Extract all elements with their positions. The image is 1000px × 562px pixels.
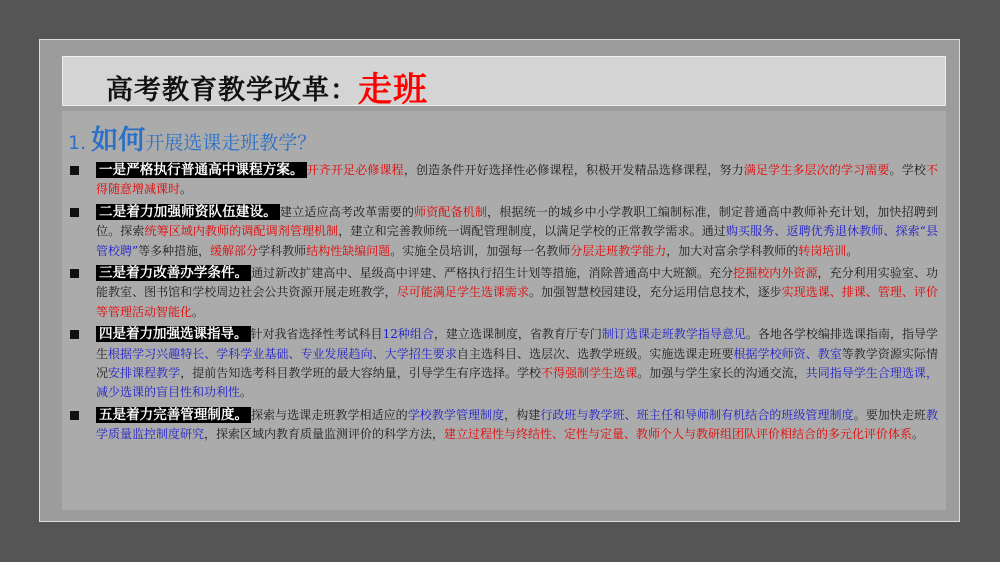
highlight-blue: 根据学习兴趣特长、学科学业基础、专业发展趋向、大学招生要求 xyxy=(108,346,457,361)
bullet-icon xyxy=(70,330,79,339)
measure-item-2 xyxy=(70,203,938,261)
measure-text xyxy=(96,266,938,319)
body-text: ，加大对富余学科教师的 xyxy=(666,243,799,258)
bullet-icon xyxy=(70,166,79,175)
highlight-blue: 学校教学管理制度 xyxy=(407,407,505,422)
section-number: 1. xyxy=(68,132,87,154)
body-text: 探索与选课走班教学相适应的 xyxy=(251,407,408,422)
section-heading xyxy=(68,118,316,157)
highlight-blue: 共同指导学生合理选课，减少选课的盲目性和功利性 xyxy=(96,366,938,400)
body-text: ，建立和完善教师统一调配管理制度，以满足学校的正常教学需求。通过 xyxy=(338,224,726,239)
body-text: 。要加快走班 xyxy=(853,407,926,422)
measure-item-3 xyxy=(70,264,938,322)
measure-heading: 五是着力完善管理制度。 xyxy=(96,407,251,423)
body-text: ，建立选课制度，省教育厅专门 xyxy=(433,327,602,342)
bullet-icon xyxy=(70,208,79,217)
body-text: 。 xyxy=(240,385,253,400)
measure-heading: 一是严格执行普通高中课程方案。 xyxy=(96,162,307,178)
body-text: 建立适应高考改革需要的 xyxy=(279,204,415,219)
measure-text xyxy=(96,408,938,441)
highlight-red: 分层走班教学能力 xyxy=(570,243,667,258)
measure-text xyxy=(96,205,938,258)
body-text: 针对我省选择性考试科目 xyxy=(250,327,383,342)
body-text: 。 xyxy=(180,182,193,197)
body-text: 通过新改扩建高中、星级高中评建、严格执行招生计划等措施，消除普通高中大班额。充分 xyxy=(251,266,734,281)
body-text: 等多种措施， xyxy=(138,243,211,258)
highlight-red: 缓解部分 xyxy=(210,243,259,258)
highlight-red: 开齐开足必修课程 xyxy=(306,163,404,177)
body-text: 学科教师 xyxy=(258,243,307,258)
measure-item-4 xyxy=(70,325,938,403)
title-main-text: 高考教育教学改革： xyxy=(106,75,358,106)
body-text: 。加强智慧校园建设，充分运用信息技术，逐步 xyxy=(529,285,782,300)
highlight-blue: 12种组合 xyxy=(382,327,434,342)
highlight-blue: 教学质量监控制度研究 xyxy=(96,407,938,442)
highlight-red: 转岗培训 xyxy=(798,243,847,258)
body-text: 。学校 xyxy=(889,163,926,177)
body-text: ，充分利用实验室、功能教室、图书馆和学校周边社会公共资源开展走班教学， xyxy=(96,266,938,300)
highlight-red: 尽可能满足学生选课需求 xyxy=(396,285,530,300)
highlight-blue: 购买服务、返聘优秀退休教师、探索“县管校聘” xyxy=(96,224,938,258)
measure-item-1 xyxy=(70,161,938,200)
body-text: ，探索区域内教育质量监测评价的科学方法， xyxy=(204,427,445,442)
measure-list xyxy=(70,161,938,448)
measure-heading: 二是着力加强师资队伍建设。 xyxy=(96,204,280,220)
body-text: 。各地各学校编排选课指南，指导学生 xyxy=(96,327,938,361)
body-text: 。加强与学生家长的沟通交流， xyxy=(637,366,806,381)
title-accent-text: 走班 xyxy=(358,70,428,110)
body-text: 。实施全员培训，加强每一名教师 xyxy=(390,243,571,258)
highlight-red: 不得随意增减课时 xyxy=(96,163,938,197)
body-text: 。 xyxy=(846,243,859,258)
body-text: 等教学资源实际情况 xyxy=(96,346,938,381)
highlight-red: 实现选课、排课、管理、评价等管理活动智能化 xyxy=(96,285,938,319)
section-emphasis: 如何 xyxy=(91,125,146,156)
highlight-blue: 根据学校师资、教室 xyxy=(733,346,842,361)
highlight-red: 建立过程性与终结性、定性与定量、教师个人与教研组团队评价相结合的多元化评价体系 xyxy=(444,427,913,442)
slide-title xyxy=(106,62,428,111)
highlight-red: 挖掘校内外资源 xyxy=(733,266,818,281)
highlight-blue: 安排课程教学 xyxy=(108,366,181,381)
highlight-red: 满足学生多层次的学习需要 xyxy=(743,163,890,177)
measure-heading: 四是着力加强选课指导。 xyxy=(96,326,251,342)
body-text: 自主选科目、选层次、选教学班级。实施选课走班要 xyxy=(456,346,734,361)
section-heading-text: 开展选课走班教学？ xyxy=(145,132,317,154)
body-text: ，构建 xyxy=(504,407,541,422)
highlight-blue: 制订选课走班教学指导意见 xyxy=(601,327,746,342)
body-text: ，创造条件开好选择性必修课程，积极开发精品选修课程，努力 xyxy=(403,163,744,177)
highlight-red: 统筹区域内教师的调配调剂管理机制 xyxy=(144,224,339,239)
body-text: 。 xyxy=(912,427,925,442)
body-text: 。 xyxy=(192,304,205,319)
measure-item-5 xyxy=(70,406,938,445)
measure-text xyxy=(96,327,938,399)
highlight-red: 结构性缺编问题 xyxy=(306,243,391,258)
highlight-red: 师资配备机制 xyxy=(414,204,488,219)
measure-text xyxy=(96,163,938,196)
highlight-blue: 行政班与教学班、班主任和导师制有机结合的班级管理制度 xyxy=(540,407,854,422)
body-text: ，根据统一的城乡中小学教职工编制标准，制定普通高中教师补充计划，加快招聘到位。探索 xyxy=(96,204,938,239)
body-text: ，提前告知选考科目教学班的最大容纳量，引导学生有序选择。学校 xyxy=(180,366,542,381)
highlight-red: 不得强制学生选课 xyxy=(541,366,638,381)
measure-heading: 三是着力改善办学条件。 xyxy=(96,265,251,281)
bullet-icon xyxy=(70,411,79,420)
bullet-icon xyxy=(70,269,79,278)
